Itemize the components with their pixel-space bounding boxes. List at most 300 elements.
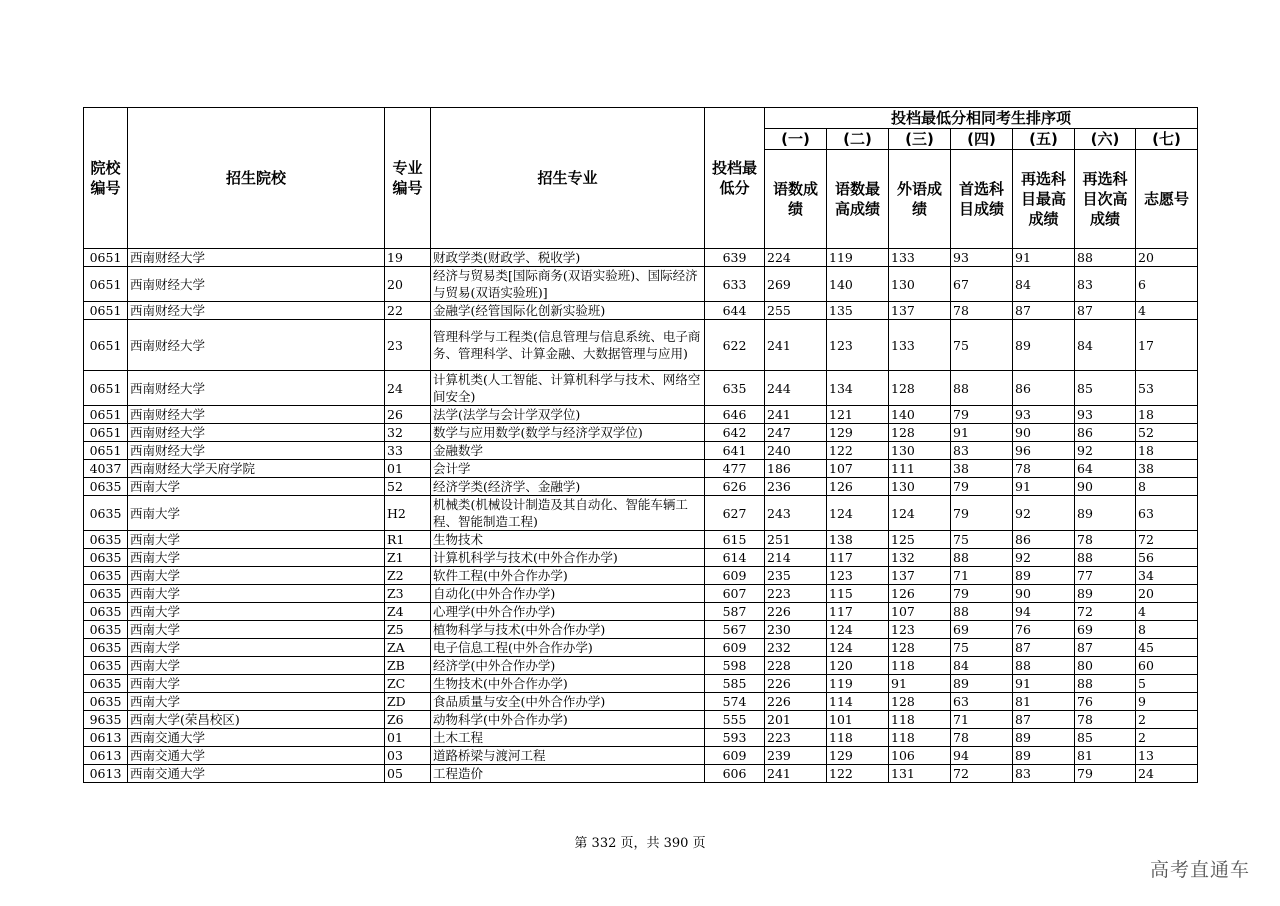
cell-min-score: 477 (705, 460, 765, 478)
cell-major-name: 财政学类(财政学、税收学) (431, 249, 705, 267)
cell-score-yushu-max: 120 (827, 657, 889, 675)
cell-min-score: 615 (705, 531, 765, 549)
cell-score-elective-second: 93 (1075, 406, 1136, 424)
cell-score-foreign: 130 (889, 478, 951, 496)
cell-major-name: 经济学类(经济学、金融学) (431, 478, 705, 496)
cell-major-code: R1 (385, 531, 431, 549)
header-sub-index: (六) (1075, 129, 1136, 150)
cell-score-foreign: 106 (889, 747, 951, 765)
cell-score-first-subject: 94 (951, 747, 1013, 765)
cell-score-elective-max: 96 (1013, 442, 1075, 460)
cell-min-score: 574 (705, 693, 765, 711)
cell-min-score: 609 (705, 567, 765, 585)
cell-score-foreign: 111 (889, 460, 951, 478)
cell-min-score: 598 (705, 657, 765, 675)
header-sub-index: (三) (889, 129, 951, 150)
cell-score-yushu-max: 119 (827, 675, 889, 693)
cell-major-code: 05 (385, 765, 431, 783)
cell-score-yushu: 226 (765, 603, 827, 621)
cell-major-code: 32 (385, 424, 431, 442)
cell-min-score: 587 (705, 603, 765, 621)
cell-score-foreign: 133 (889, 249, 951, 267)
cell-school-code: 0651 (84, 406, 128, 424)
cell-score-yushu-max: 122 (827, 442, 889, 460)
cell-score-first-subject: 75 (951, 531, 1013, 549)
header-sub-index: (二) (827, 129, 889, 150)
table-row (84, 729, 1198, 747)
cell-major-name: 植物科学与技术(中外合作办学) (431, 621, 705, 639)
cell-score-yushu: 223 (765, 585, 827, 603)
cell-school-code: 0651 (84, 320, 128, 371)
cell-school-code: 0635 (84, 621, 128, 639)
cell-score-elective-max: 87 (1013, 711, 1075, 729)
cell-school-name: 西南财经大学 (128, 249, 385, 267)
cell-score-elective-second: 72 (1075, 603, 1136, 621)
header-sub-label: 志愿号 (1136, 150, 1198, 249)
cell-preference-number: 9 (1136, 693, 1198, 711)
cell-school-code: 0651 (84, 249, 128, 267)
cell-score-foreign: 91 (889, 675, 951, 693)
cell-preference-number: 45 (1136, 639, 1198, 657)
cell-school-code: 0635 (84, 639, 128, 657)
cell-score-foreign: 107 (889, 603, 951, 621)
cell-school-code: 0635 (84, 496, 128, 531)
cell-score-elective-second: 69 (1075, 621, 1136, 639)
table-row (84, 460, 1198, 478)
table-row (84, 765, 1198, 783)
cell-school-code: 0635 (84, 693, 128, 711)
cell-score-elective-max: 89 (1013, 567, 1075, 585)
cell-min-score: 593 (705, 729, 765, 747)
cell-score-first-subject: 71 (951, 567, 1013, 585)
cell-school-name: 西南大学 (128, 639, 385, 657)
cell-score-elective-second: 89 (1075, 585, 1136, 603)
header-min-score: 投档最低分 (705, 108, 765, 249)
cell-score-first-subject: 69 (951, 621, 1013, 639)
cell-preference-number: 63 (1136, 496, 1198, 531)
cell-major-code: 01 (385, 460, 431, 478)
cell-school-name: 西南大学 (128, 693, 385, 711)
cell-score-yushu-max: 129 (827, 747, 889, 765)
cell-score-elective-second: 87 (1075, 639, 1136, 657)
cell-major-code: 23 (385, 320, 431, 371)
cell-score-yushu-max: 138 (827, 531, 889, 549)
cell-score-yushu-max: 134 (827, 371, 889, 406)
cell-score-elective-max: 87 (1013, 302, 1075, 320)
cell-school-name: 西南大学 (128, 567, 385, 585)
cell-score-elective-second: 89 (1075, 496, 1136, 531)
cell-school-code: 0635 (84, 549, 128, 567)
cell-preference-number: 56 (1136, 549, 1198, 567)
cell-score-elective-second: 80 (1075, 657, 1136, 675)
cell-major-name: 道路桥梁与渡河工程 (431, 747, 705, 765)
cell-score-yushu-max: 124 (827, 496, 889, 531)
header-major-name: 招生专业 (431, 108, 705, 249)
cell-school-name: 西南大学 (128, 621, 385, 639)
cell-school-name: 西南大学 (128, 675, 385, 693)
cell-major-code: Z6 (385, 711, 431, 729)
cell-preference-number: 52 (1136, 424, 1198, 442)
cell-score-elective-max: 91 (1013, 478, 1075, 496)
cell-preference-number: 38 (1136, 460, 1198, 478)
cell-school-name: 西南大学 (128, 531, 385, 549)
cell-school-name: 西南大学 (128, 549, 385, 567)
cell-school-code: 0635 (84, 567, 128, 585)
table-row (84, 711, 1198, 729)
cell-score-yushu: 243 (765, 496, 827, 531)
cell-school-name: 西南交通大学 (128, 747, 385, 765)
cell-score-foreign: 130 (889, 267, 951, 302)
cell-major-name: 机械类(机械设计制造及其自动化、智能车辆工程、智能制造工程) (431, 496, 705, 531)
cell-score-foreign: 128 (889, 424, 951, 442)
cell-score-elective-second: 85 (1075, 371, 1136, 406)
cell-score-elective-max: 86 (1013, 531, 1075, 549)
cell-score-elective-second: 83 (1075, 267, 1136, 302)
header-tie-group: 投档最低分相同考生排序项 (765, 108, 1198, 129)
cell-major-name: 自动化(中外合作办学) (431, 585, 705, 603)
cell-score-elective-max: 86 (1013, 371, 1075, 406)
cell-score-yushu-max: 123 (827, 567, 889, 585)
cell-major-code: Z3 (385, 585, 431, 603)
table-row (84, 621, 1198, 639)
cell-min-score: 627 (705, 496, 765, 531)
cell-score-foreign: 125 (889, 531, 951, 549)
cell-score-foreign: 128 (889, 693, 951, 711)
cell-score-foreign: 126 (889, 585, 951, 603)
cell-major-name: 食品质量与安全(中外合作办学) (431, 693, 705, 711)
cell-score-foreign: 131 (889, 765, 951, 783)
cell-major-code: 20 (385, 267, 431, 302)
cell-major-name: 经济与贸易类[国际商务(双语实验班)、国际经济与贸易(双语实验班)] (431, 267, 705, 302)
cell-school-code: 0635 (84, 478, 128, 496)
cell-score-yushu: 235 (765, 567, 827, 585)
cell-score-first-subject: 79 (951, 585, 1013, 603)
cell-preference-number: 72 (1136, 531, 1198, 549)
cell-preference-number: 4 (1136, 302, 1198, 320)
table-row (84, 406, 1198, 424)
cell-major-name: 生物技术 (431, 531, 705, 549)
cell-min-score: 642 (705, 424, 765, 442)
cell-school-name: 西南大学 (128, 478, 385, 496)
header-sub-index: (七) (1136, 129, 1198, 150)
cell-score-first-subject: 63 (951, 693, 1013, 711)
cell-score-elective-max: 88 (1013, 657, 1075, 675)
cell-major-code: Z4 (385, 603, 431, 621)
cell-score-elective-max: 92 (1013, 496, 1075, 531)
cell-score-first-subject: 75 (951, 320, 1013, 371)
cell-school-code: 0635 (84, 585, 128, 603)
cell-major-name: 工程造价 (431, 765, 705, 783)
table-row (84, 675, 1198, 693)
cell-score-yushu-max: 107 (827, 460, 889, 478)
cell-school-name: 西南大学(荣昌校区) (128, 711, 385, 729)
cell-score-foreign: 132 (889, 549, 951, 567)
header-sub-index: (四) (951, 129, 1013, 150)
cell-score-yushu-max: 115 (827, 585, 889, 603)
table-row (84, 531, 1198, 549)
cell-score-first-subject: 72 (951, 765, 1013, 783)
cell-preference-number: 17 (1136, 320, 1198, 371)
cell-preference-number: 20 (1136, 585, 1198, 603)
cell-school-name: 西南财经大学 (128, 267, 385, 302)
cell-major-code: ZC (385, 675, 431, 693)
cell-school-code: 0635 (84, 657, 128, 675)
cell-score-first-subject: 79 (951, 478, 1013, 496)
cell-min-score: 555 (705, 711, 765, 729)
cell-school-name: 西南交通大学 (128, 729, 385, 747)
cell-school-code: 0651 (84, 371, 128, 406)
cell-score-elective-second: 81 (1075, 747, 1136, 765)
cell-preference-number: 18 (1136, 406, 1198, 424)
cell-score-first-subject: 91 (951, 424, 1013, 442)
cell-score-yushu-max: 119 (827, 249, 889, 267)
table-row (84, 478, 1198, 496)
cell-preference-number: 8 (1136, 621, 1198, 639)
cell-score-first-subject: 88 (951, 371, 1013, 406)
header-sub-index: (一) (765, 129, 827, 150)
header-sub-label: 语数最高成绩 (827, 150, 889, 249)
cell-school-code: 0635 (84, 603, 128, 621)
cell-preference-number: 53 (1136, 371, 1198, 406)
cell-school-code: 0651 (84, 442, 128, 460)
cell-min-score: 609 (705, 639, 765, 657)
cell-school-name: 西南交通大学 (128, 765, 385, 783)
cell-score-yushu: 223 (765, 729, 827, 747)
cell-score-elective-second: 92 (1075, 442, 1136, 460)
cell-preference-number: 34 (1136, 567, 1198, 585)
cell-score-yushu-max: 135 (827, 302, 889, 320)
cell-score-yushu: 241 (765, 406, 827, 424)
cell-preference-number: 8 (1136, 478, 1198, 496)
cell-min-score: 606 (705, 765, 765, 783)
cell-score-elective-max: 87 (1013, 639, 1075, 657)
cell-school-code: 9635 (84, 711, 128, 729)
cell-preference-number: 5 (1136, 675, 1198, 693)
cell-score-first-subject: 93 (951, 249, 1013, 267)
table-row (84, 496, 1198, 531)
cell-school-code: 0613 (84, 729, 128, 747)
cell-score-elective-second: 76 (1075, 693, 1136, 711)
cell-score-yushu-max: 118 (827, 729, 889, 747)
cell-score-yushu: 269 (765, 267, 827, 302)
cell-score-yushu-max: 117 (827, 603, 889, 621)
cell-score-foreign: 140 (889, 406, 951, 424)
cell-min-score: 585 (705, 675, 765, 693)
cell-score-first-subject: 88 (951, 549, 1013, 567)
cell-major-code: 22 (385, 302, 431, 320)
cell-school-code: 4037 (84, 460, 128, 478)
cell-major-code: H2 (385, 496, 431, 531)
cell-major-name: 法学(法学与会计学双学位) (431, 406, 705, 424)
cell-school-code: 0651 (84, 267, 128, 302)
cell-min-score: 607 (705, 585, 765, 603)
cell-school-code: 0651 (84, 302, 128, 320)
cell-min-score: 633 (705, 267, 765, 302)
cell-score-yushu: 239 (765, 747, 827, 765)
cell-major-name: 动物科学(中外合作办学) (431, 711, 705, 729)
cell-score-first-subject: 78 (951, 729, 1013, 747)
cell-score-yushu-max: 121 (827, 406, 889, 424)
cell-score-elective-second: 86 (1075, 424, 1136, 442)
cell-major-code: Z2 (385, 567, 431, 585)
cell-score-elective-max: 90 (1013, 424, 1075, 442)
cell-score-yushu-max: 124 (827, 639, 889, 657)
header-sub-label: 再选科目最高成绩 (1013, 150, 1075, 249)
cell-major-name: 数学与应用数学(数学与经济学双学位) (431, 424, 705, 442)
cell-score-yushu: 226 (765, 693, 827, 711)
cell-score-yushu-max: 123 (827, 320, 889, 371)
cell-school-name: 西南财经大学 (128, 442, 385, 460)
table-row (84, 371, 1198, 406)
cell-min-score: 626 (705, 478, 765, 496)
cell-score-foreign: 137 (889, 567, 951, 585)
header-sub-label: 首选科目成绩 (951, 150, 1013, 249)
cell-school-name: 西南财经大学 (128, 371, 385, 406)
cell-score-foreign: 128 (889, 371, 951, 406)
cell-major-name: 软件工程(中外合作办学) (431, 567, 705, 585)
cell-score-elective-second: 78 (1075, 711, 1136, 729)
cell-score-elective-max: 93 (1013, 406, 1075, 424)
cell-school-name: 西南大学 (128, 496, 385, 531)
table-row (84, 639, 1198, 657)
cell-min-score: 622 (705, 320, 765, 371)
cell-score-yushu-max: 129 (827, 424, 889, 442)
cell-school-code: 0613 (84, 747, 128, 765)
cell-school-name: 西南大学 (128, 603, 385, 621)
table-row (84, 249, 1198, 267)
header-sub-label: 再选科目次高成绩 (1075, 150, 1136, 249)
cell-school-name: 西南财经大学 (128, 320, 385, 371)
cell-score-yushu-max: 114 (827, 693, 889, 711)
cell-min-score: 614 (705, 549, 765, 567)
cell-major-code: ZB (385, 657, 431, 675)
cell-score-elective-max: 92 (1013, 549, 1075, 567)
cell-score-elective-max: 78 (1013, 460, 1075, 478)
table-row (84, 442, 1198, 460)
cell-score-elective-second: 85 (1075, 729, 1136, 747)
cell-major-name: 土木工程 (431, 729, 705, 747)
cell-score-elective-max: 94 (1013, 603, 1075, 621)
cell-major-code: 33 (385, 442, 431, 460)
cell-score-yushu: 201 (765, 711, 827, 729)
cell-school-code: 0651 (84, 424, 128, 442)
cell-major-name: 计算机类(人工智能、计算机科学与技术、网络空间安全) (431, 371, 705, 406)
cell-score-yushu: 241 (765, 765, 827, 783)
cell-major-code: 01 (385, 729, 431, 747)
cell-min-score: 641 (705, 442, 765, 460)
cell-score-foreign: 118 (889, 729, 951, 747)
cell-score-elective-second: 64 (1075, 460, 1136, 478)
cell-score-foreign: 130 (889, 442, 951, 460)
cell-preference-number: 4 (1136, 603, 1198, 621)
table-row (84, 747, 1198, 765)
cell-score-yushu: 186 (765, 460, 827, 478)
cell-major-code: ZD (385, 693, 431, 711)
cell-preference-number: 2 (1136, 729, 1198, 747)
watermark-text: 高考直通车 (1149, 859, 1250, 881)
cell-score-first-subject: 67 (951, 267, 1013, 302)
cell-score-first-subject: 89 (951, 675, 1013, 693)
page-number: 第 332 页，共 390 页 (574, 836, 706, 851)
cell-school-name: 西南大学 (128, 657, 385, 675)
cell-score-yushu: 224 (765, 249, 827, 267)
cell-score-elective-second: 79 (1075, 765, 1136, 783)
cell-school-name: 西南财经大学 (128, 406, 385, 424)
cell-score-first-subject: 79 (951, 406, 1013, 424)
header-school-name: 招生院校 (128, 108, 385, 249)
header-school-code: 院校编号 (84, 108, 128, 249)
cell-score-foreign: 118 (889, 711, 951, 729)
cell-score-elective-max: 83 (1013, 765, 1075, 783)
cell-school-name: 西南财经大学 (128, 424, 385, 442)
table-row (84, 657, 1198, 675)
cell-score-first-subject: 71 (951, 711, 1013, 729)
cell-preference-number: 60 (1136, 657, 1198, 675)
table-row (84, 267, 1198, 302)
cell-score-yushu: 236 (765, 478, 827, 496)
cell-score-first-subject: 75 (951, 639, 1013, 657)
cell-score-foreign: 118 (889, 657, 951, 675)
cell-score-elective-second: 87 (1075, 302, 1136, 320)
cell-preference-number: 6 (1136, 267, 1198, 302)
cell-school-code: 0635 (84, 675, 128, 693)
cell-score-elective-second: 88 (1075, 249, 1136, 267)
cell-score-elective-max: 89 (1013, 320, 1075, 371)
cell-major-name: 会计学 (431, 460, 705, 478)
cell-min-score: 644 (705, 302, 765, 320)
cell-preference-number: 18 (1136, 442, 1198, 460)
cell-score-first-subject: 88 (951, 603, 1013, 621)
cell-major-name: 生物技术(中外合作办学) (431, 675, 705, 693)
cell-min-score: 635 (705, 371, 765, 406)
cell-school-code: 0635 (84, 531, 128, 549)
cell-score-first-subject: 83 (951, 442, 1013, 460)
cell-school-name: 西南大学 (128, 585, 385, 603)
cell-score-foreign: 123 (889, 621, 951, 639)
header-sub-label: 外语成绩 (889, 150, 951, 249)
cell-score-elective-second: 88 (1075, 549, 1136, 567)
cell-score-first-subject: 78 (951, 302, 1013, 320)
cell-score-elective-max: 76 (1013, 621, 1075, 639)
cell-score-first-subject: 79 (951, 496, 1013, 531)
cell-score-elective-max: 84 (1013, 267, 1075, 302)
cell-score-yushu: 230 (765, 621, 827, 639)
cell-min-score: 609 (705, 747, 765, 765)
cell-score-first-subject: 84 (951, 657, 1013, 675)
cell-score-elective-second: 78 (1075, 531, 1136, 549)
cell-score-yushu: 251 (765, 531, 827, 549)
admission-score-table (83, 107, 1198, 783)
cell-major-name: 金融学(经管国际化创新实验班) (431, 302, 705, 320)
cell-score-elective-second: 88 (1075, 675, 1136, 693)
cell-score-elective-max: 89 (1013, 747, 1075, 765)
cell-min-score: 646 (705, 406, 765, 424)
cell-major-name: 金融数学 (431, 442, 705, 460)
cell-score-yushu-max: 124 (827, 621, 889, 639)
cell-score-elective-second: 84 (1075, 320, 1136, 371)
cell-score-elective-second: 90 (1075, 478, 1136, 496)
cell-score-elective-max: 91 (1013, 675, 1075, 693)
cell-score-yushu: 232 (765, 639, 827, 657)
table-row (84, 549, 1198, 567)
table-row (84, 567, 1198, 585)
cell-major-code: 19 (385, 249, 431, 267)
cell-score-yushu-max: 101 (827, 711, 889, 729)
cell-score-elective-max: 89 (1013, 729, 1075, 747)
header-major-code: 专业编号 (385, 108, 431, 249)
table-row (84, 320, 1198, 371)
cell-major-code: 03 (385, 747, 431, 765)
